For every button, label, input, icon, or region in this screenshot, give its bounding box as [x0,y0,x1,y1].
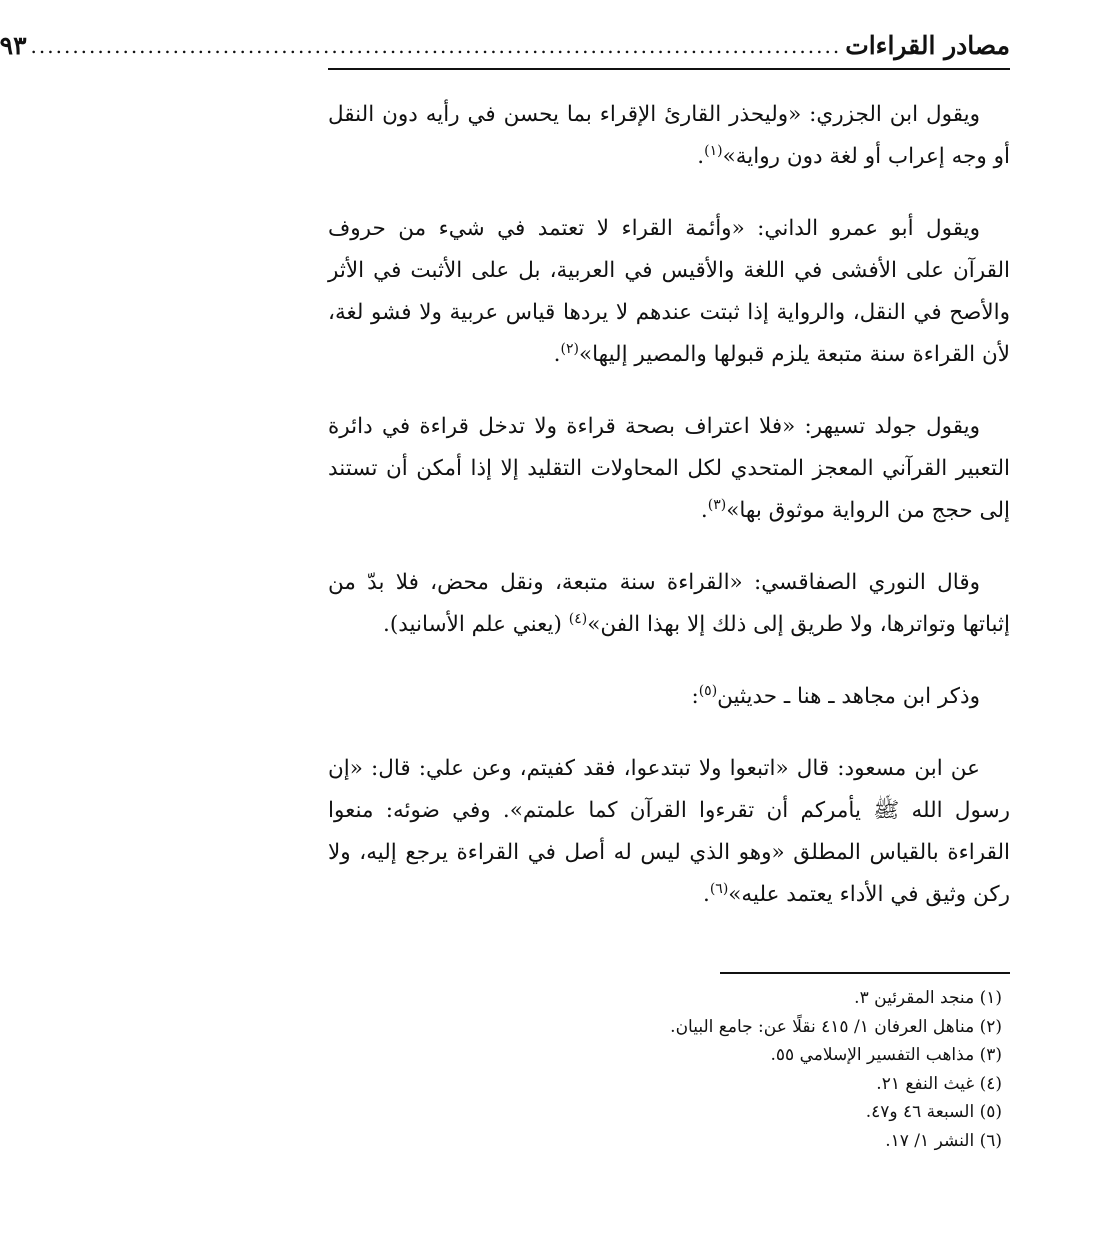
footnote-marker: (٣) [707,496,727,513]
paragraph-text: ويقول أبو عمرو الداني: «وأئمة القراء لا تعتمد في شيء من حروف القرآن على الأفشى في اللغة والأقيس في العربية، بل على الأثبت في الأثر والأصح في النقل، والرواية إذا ثبتت عندهم لا يردها قياس عربية ولا فشو لغة، لأن القراءة سنة متبعة يلزم قبولها والمصير إليها» [328,216,1010,367]
footnote-item: (٦) النشر ١/ ١٧. [885,1130,1002,1151]
footnote-item: (٤) غيث النفع ٢١. [876,1073,1002,1094]
footnote-marker: (٥) [698,682,718,699]
paragraph-ibn-mujahid [328,676,1010,718]
paragraph-tail: : [691,684,699,709]
footnote-marker: (٤) [568,610,588,627]
running-header [0,28,1010,70]
paragraph-ibn-al-jazari [328,94,1010,178]
paragraph-al-safaqusi [328,562,1010,646]
paragraph-goldziher [328,406,1010,532]
paragraph-tail: . [697,144,705,169]
footnote-item: (٥) السبعة ٤٦ و٤٧. [865,1102,1002,1122]
footnote-separator [720,972,1010,974]
paragraph-tail: . [700,498,708,523]
footnote-marker: (٢) [560,340,579,357]
paragraph-text: وذكر ابن مجاهد ـ هنا ـ حديثين [717,684,980,709]
paragraph-text: ويقول ابن الجزري: «وليحذر القارئ الإقراء بما يحسن في رأيه دون النقل أو وجه إعراب أو لغة دون رواية» [328,102,1010,169]
paragraph-text: ويقول جولد تسيهر: «فلا اعتراف بصحة قراءة ولا تدخل قراءة في دائرة التعبير القرآني المعجز المتحدي لكل المحاولات التقليد إلا إذا أمكن أن تستند إلى حجج من الرواية موثوق بها» [328,414,1010,523]
footnote-item: (١) منجد المقرئين ٣. [854,988,1002,1008]
footnote-item: (٢) مناهل العرفان ١/ ٤١٥ نقلًا عن: جامع البيان. [670,1016,1002,1037]
footnotes-list [342,984,1002,1155]
header-leader-dots: ................................................................................................. [30,34,842,58]
paragraph-text: عن ابن مسعود: قال «اتبعوا ولا تبتدعوا، فقد كفيتم، وعن علي: قال: «إن رسول الله ﷺ يأمركم أن تقرءوا القرآن كما علمتم». وفي ضوئه: منعوا القراءة بالقياس المطلق «وهو الذي ليس له أصل في القراءة يرجع إليه، ولا ركن وثيق في الأداء يعتمد عليه» [328,756,1010,907]
paragraph-tail: . [553,342,561,367]
footnote-marker: (١) [704,142,723,159]
body-text [328,94,1010,916]
book-page [0,28,1010,1208]
paragraph-tail: (يعني علم الأسانيد). [383,612,569,637]
header-title: مصادر القراءات [845,31,1010,60]
paragraph-hadiths [328,748,1010,916]
page-number: ٩٣ [0,31,27,60]
paragraph-text: وقال النوري الصفاقسي: «القراءة سنة متبعة، ونقل محض، فلا بدّ من إثباتها وتواترها، ولا طريق إلى ذلك إلا بهذا الفن» [328,570,1010,637]
paragraph-tail: . [702,882,710,907]
footnote-item: (٣) مذاهب التفسير الإسلامي ٥٥. [770,1045,1002,1065]
paragraph-al-dani [328,208,1010,376]
footnote-marker: (٦) [709,880,729,897]
